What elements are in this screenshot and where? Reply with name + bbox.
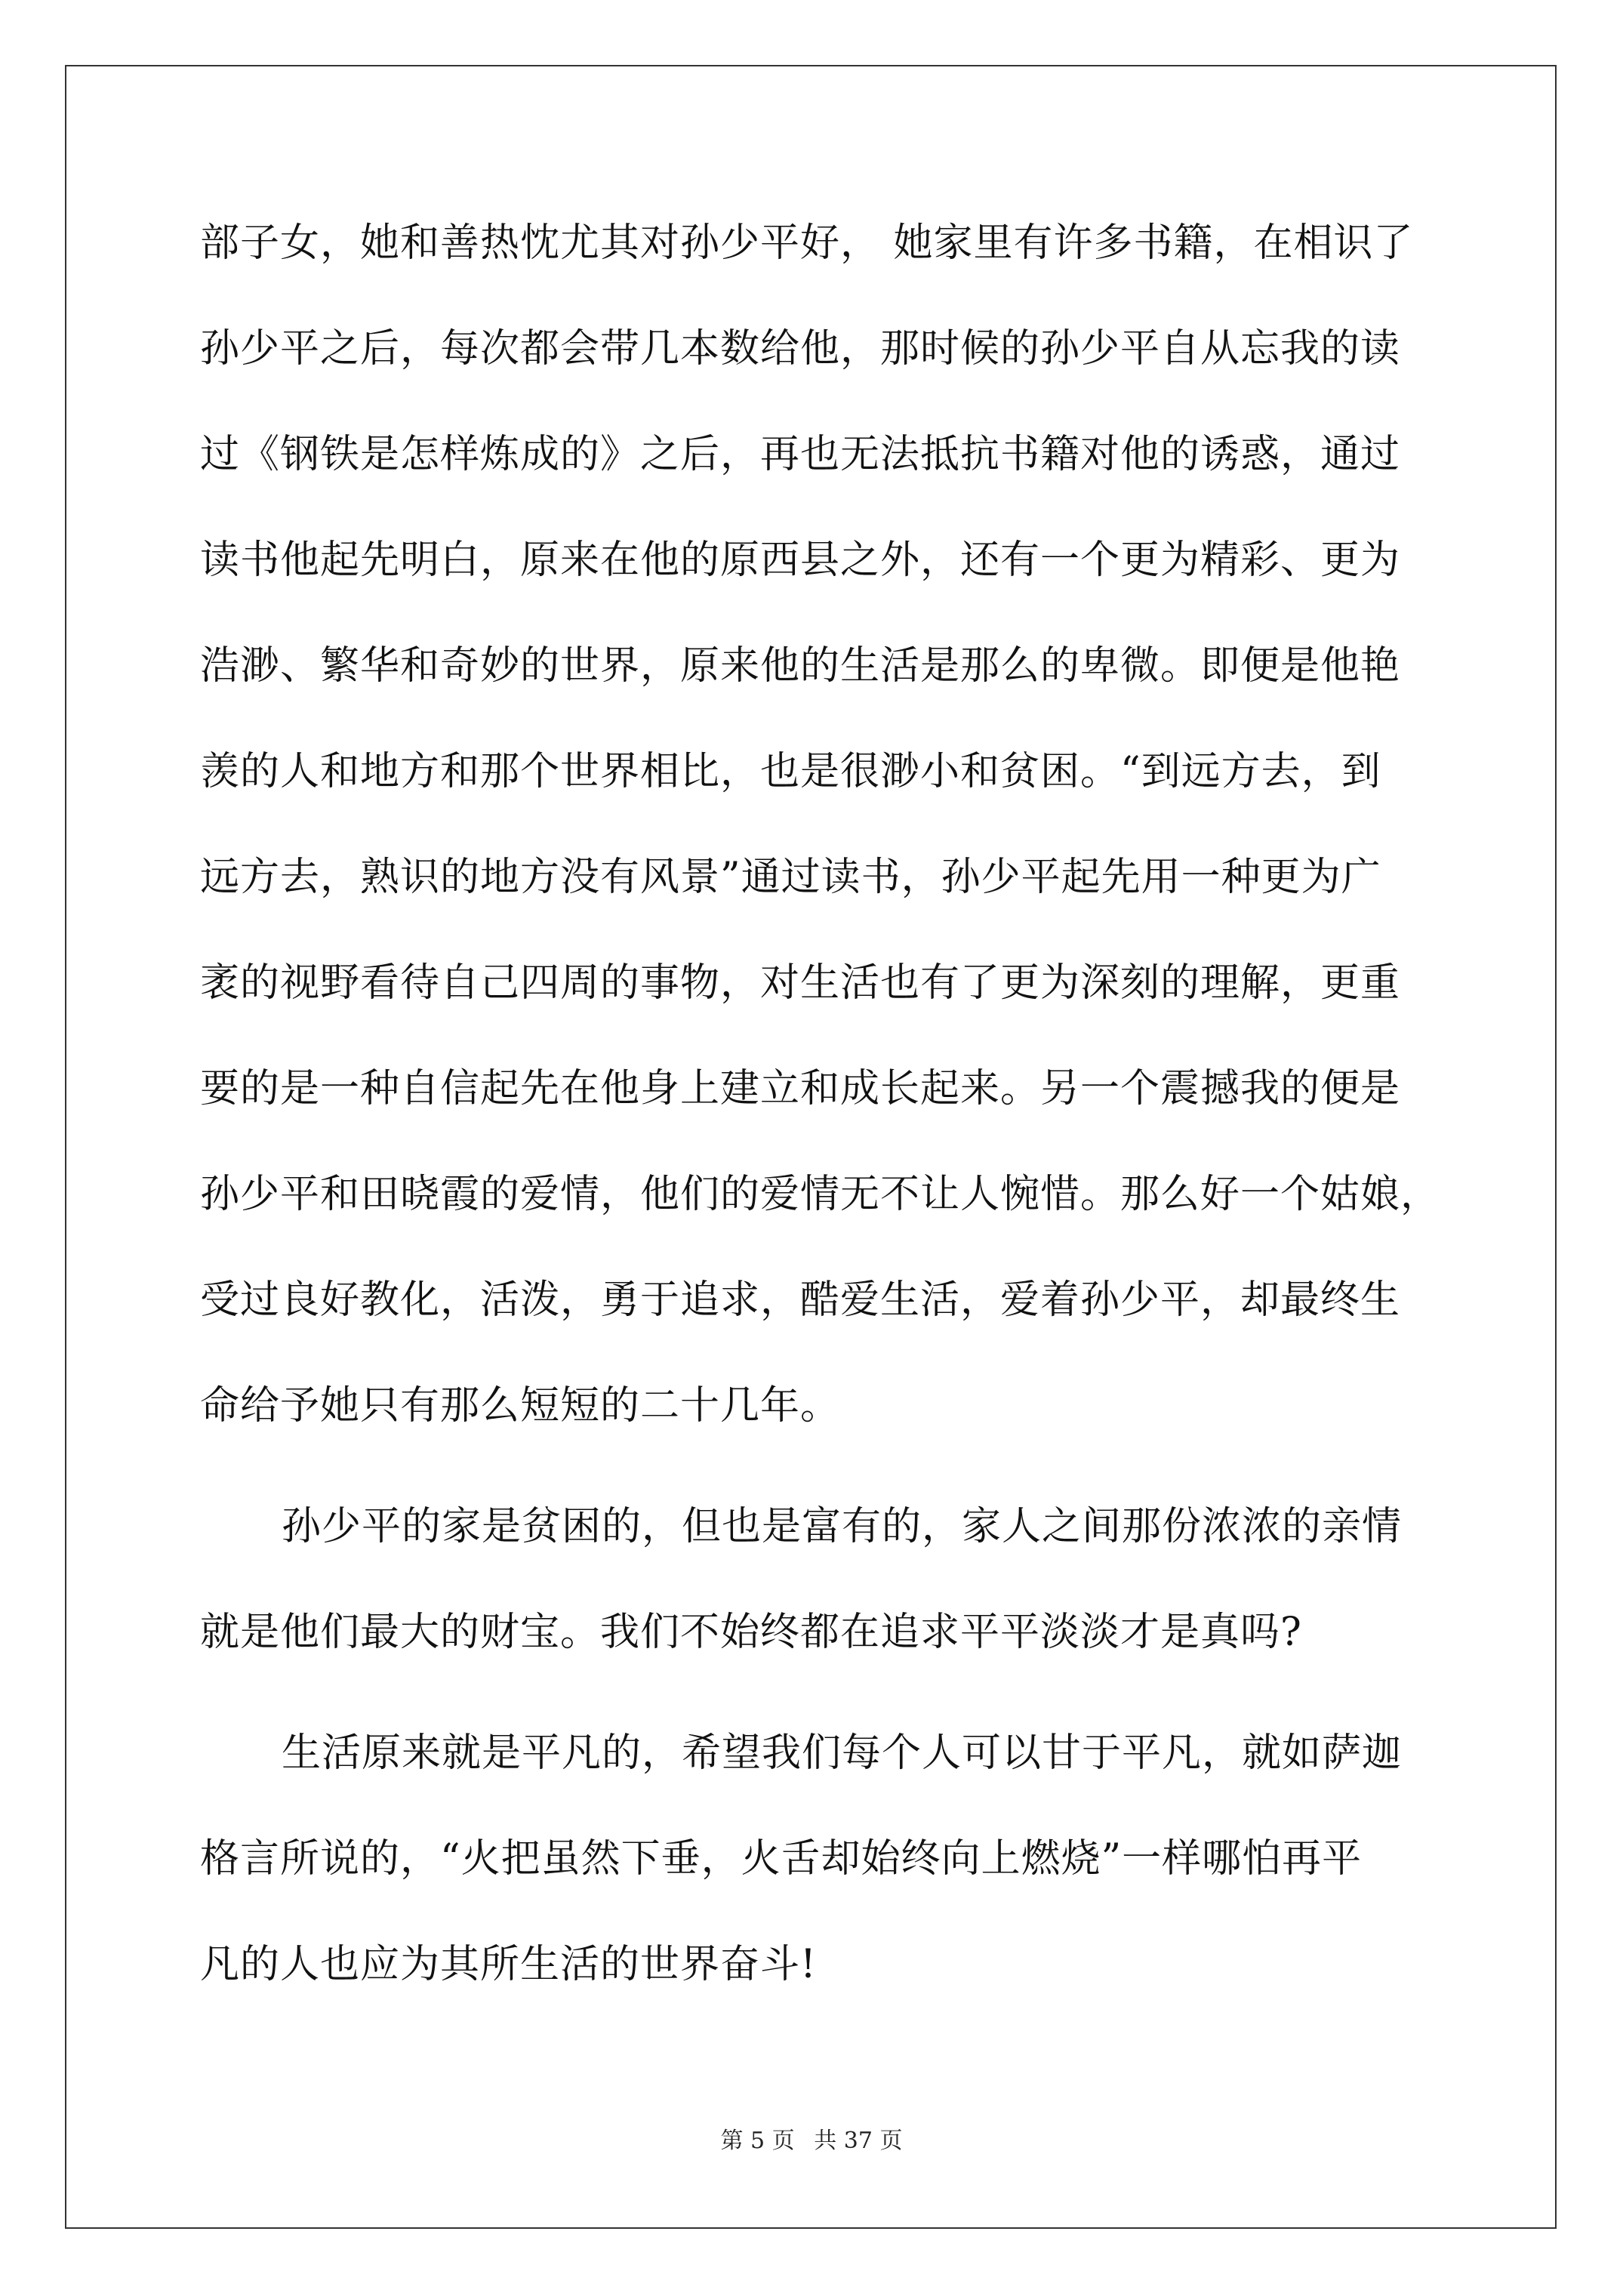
text-line: 凡的人也应为其所生活的世界奋斗!: [200, 1942, 817, 1987]
text-line: 命给予她只有那么短短的二十几年。: [200, 1383, 841, 1428]
text-line: 受过良好教化，活泼，勇于追求，酷爱生活，爱着孙少平，却最终生: [200, 1277, 1401, 1323]
text-line: 孙少平之后，每次都会带几本数给他，那时候的孙少平自从忘我的读: [200, 326, 1401, 371]
text-line: 要的是一种自信起先在他身上建立和成长起来。另一个震撼我的便是: [200, 1066, 1401, 1111]
page-total: 共 37 页: [814, 2128, 903, 2154]
text-line: 读书他起先明白，原来在他的原西县之外，还有一个更为精彩、更为: [200, 538, 1401, 583]
text-line: 羡的人和地方和那个世界相比，也是很渺小和贫困。“到远方去，到: [200, 749, 1381, 794]
text-line: 远方去，熟识的地方没有风景”通过读书，孙少平起先用一种更为广: [200, 855, 1381, 900]
text-line: 孙少平和田晓霞的爱情，他们的爱情无不让人惋惜。那么好一个姑娘，: [200, 1172, 1441, 1217]
text-line: 浩渺、繁华和奇妙的世界，原来他的生活是那么的卑微。即便是他艳: [200, 643, 1401, 689]
page-number: 第 5 页: [720, 2128, 795, 2154]
text-line: 生活原来就是平凡的，希望我们每个人可以甘于平凡，就如萨迦: [282, 1730, 1403, 1776]
text-line: 就是他们最大的财宝。我们不始终都在追求平平淡淡才是真吗?: [200, 1610, 1302, 1655]
text-line: 过《钢铁是怎样炼成的》之后，再也无法抵抗书籍对他的诱惑，通过: [200, 432, 1401, 477]
text-line: 袤的视野看待自己四周的事物，对生活也有了更为深刻的理解，更重: [200, 960, 1401, 1006]
page-border: [65, 65, 1557, 2229]
page-footer: [0, 2128, 1623, 2155]
text-line: 孙少平的家是贫困的，但也是富有的，家人之间那份浓浓的亲情: [282, 1504, 1403, 1549]
text-line: 格言所说的，“火把虽然下垂，火舌却始终向上燃烧”一样哪怕再平: [200, 1836, 1363, 1881]
text-line: 部子女，她和善热忱尤其对孙少平好， 她家里有许多书籍，在相识了: [200, 220, 1414, 266]
